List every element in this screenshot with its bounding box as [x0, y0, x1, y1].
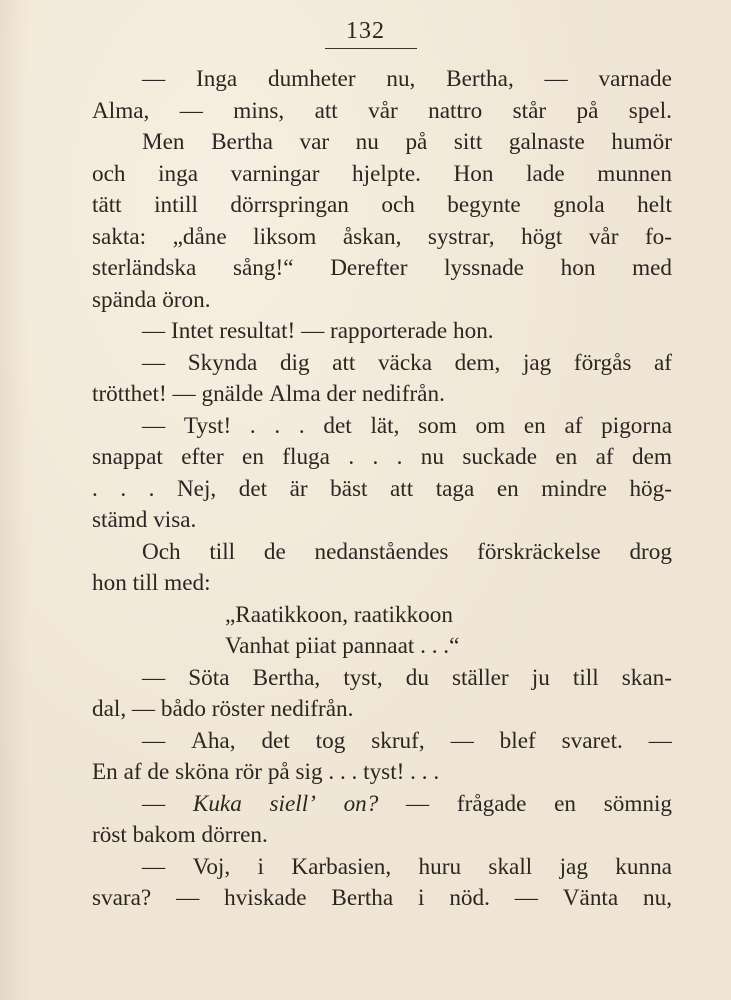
text-line: trötthet! — gnälde Alma der nedifrån. [92, 381, 445, 407]
text-line: — Tyst! . . . det lät, som om en af pigorna [142, 412, 672, 439]
text-line: sakta: „dåne liksom åskan, systrar, högt vår fo- [92, 223, 672, 250]
text-line: En af de sköna rör på sig . . . tyst! . . . [92, 759, 440, 785]
text-line: hon till med: [92, 570, 211, 596]
text-line: sterländska sång!“ Derefter lyssnade hon med [92, 255, 672, 281]
text-line: spända öron. [92, 286, 211, 313]
text-line: tätt intill dörrspringan och begynte gnola helt [92, 192, 672, 218]
text-line: . . . Nej, det är bäst att taga en mindre hög- [92, 475, 672, 502]
body-text [92, 64, 672, 915]
text-line: röst bakom dörren. [92, 822, 268, 848]
text-line: snappat efter en fluga . . . nu suckade en af dem [92, 444, 672, 470]
page-number: 132 [346, 18, 385, 44]
header-rule [325, 48, 417, 49]
text-line: Och till de nedanståendes förskräckelse drog [142, 538, 672, 565]
text-line: stämd visa. [92, 507, 197, 533]
text-line: — Skynda dig att väcka dem, jag förgås af [142, 349, 672, 376]
text-line: — Intet resultat! — rapporterade hon. [142, 318, 494, 344]
text-line: Men Bertha var nu på sitt galnaste humör [142, 129, 672, 155]
text-line: — Voj, i Karbasien, huru skall jag kunna [142, 853, 672, 880]
text-line: — Söta Bertha, tyst, du ställer ju till skan- [142, 664, 672, 691]
verse-line: Vanhat piiat pannaat . . .“ [225, 633, 460, 659]
text-line: och inga varningar hjelpte. Hon lade munnen [92, 160, 672, 187]
text-line: — Inga dumheter nu, Bertha, — varnade [142, 66, 672, 92]
text-line: — Kuka siell’ on? — frågade en sömnig [142, 790, 672, 817]
verse-line: „Raatikkoon, raatikkoon [225, 601, 453, 628]
text-line: dal, — bådo röster nedifrån. [92, 696, 354, 722]
text-line: Alma, — mins, att vår nattro står på spel. [92, 97, 672, 124]
text-line: — Aha, det tog skruf, — blef svaret. — [142, 727, 672, 754]
text-line: svara? — hviskade Bertha i nöd. — Vänta nu, [92, 885, 672, 911]
